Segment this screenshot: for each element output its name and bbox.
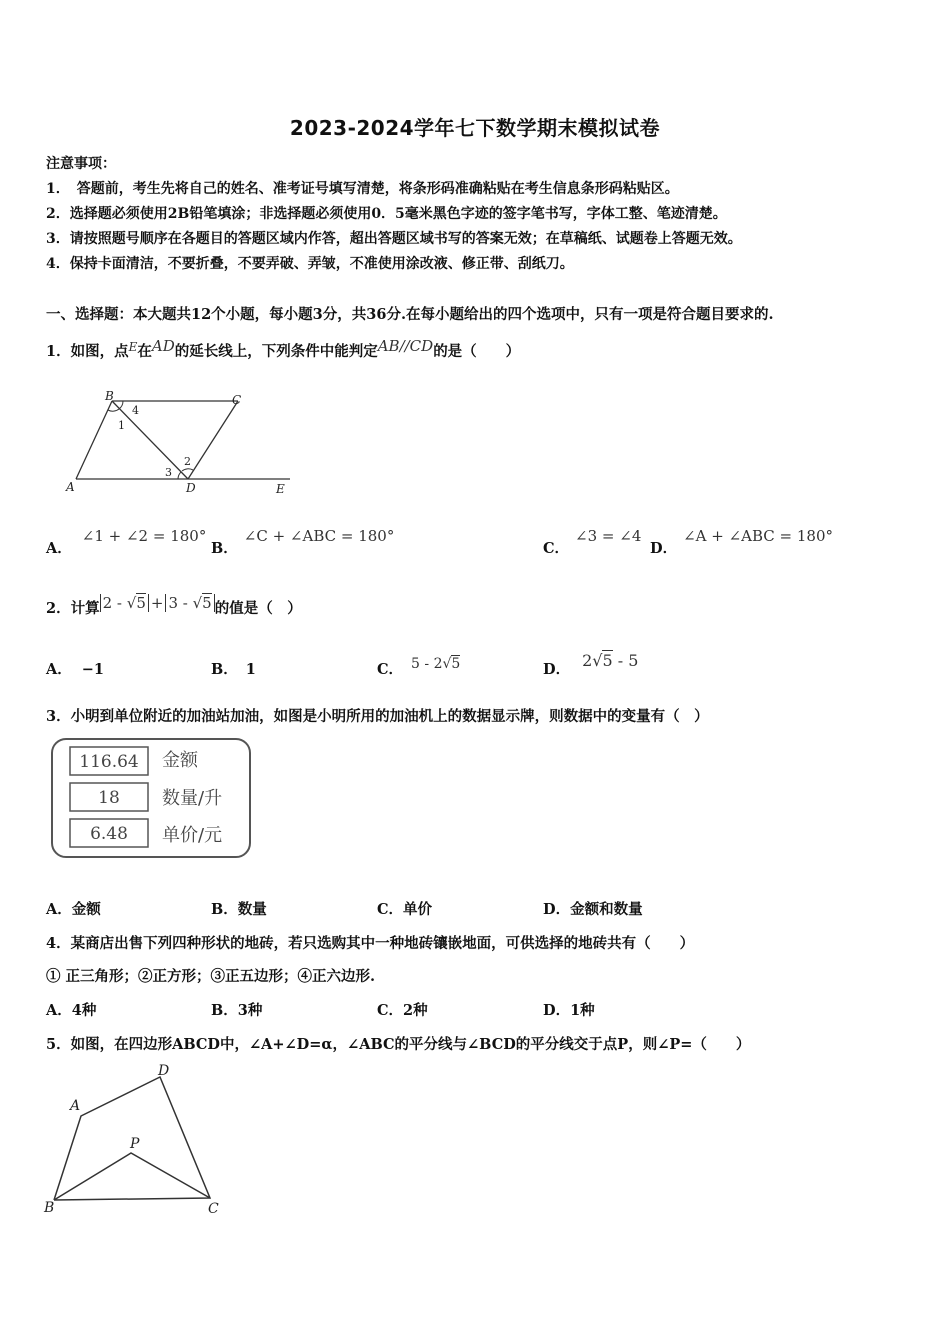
q2-text-2: 的值是（ ） (214, 600, 302, 617)
q1-option-c[interactable] (543, 527, 642, 558)
q4-option-d-value: 1种 (570, 1002, 595, 1019)
q3-option-c-value: 单价 (403, 901, 433, 918)
q2-option-d-value: 2√5 - 5 (582, 651, 639, 670)
q2-option-d-key: D． (543, 661, 571, 678)
q1-text-3: 的延长线上，下列条件中能判定 (174, 343, 378, 360)
q2-abs-2-text: 3 - (168, 594, 188, 612)
q3-label-quantity: 数量/升 (162, 788, 223, 809)
q3-fuel-display (50, 737, 254, 859)
q1-option-c-key: C． (543, 540, 570, 557)
q2-text-1: 2．计算 (46, 600, 100, 617)
q2-option-d[interactable] (543, 651, 639, 679)
q1-arc-4 (119, 401, 123, 409)
notice-item-1: 1． 答题前，考生先将自己的姓名、准考证号填写清楚，将条形码准确粘贴在考生信息条形码粘贴区。 (46, 181, 679, 197)
q2-abs-2: 3 - √5 (165, 594, 214, 612)
q5-label-p: P (130, 1136, 140, 1152)
q2-abs-1-rad: 5 (136, 594, 146, 612)
section-heading: 一、选择题：本大题共12个小题，每小题3分，共36分.在每小题给出的四个选项中，只有一项是符合题目要求的. (46, 306, 774, 323)
q2-abs-2-rad: 5 (202, 594, 212, 612)
q5-figure (38, 1060, 238, 1220)
q3-option-c-key: C． (377, 901, 404, 918)
q1-option-d-key: D． (650, 540, 678, 557)
q1-option-a-key: A． (46, 540, 72, 557)
q1-arc-2 (182, 469, 193, 471)
q4-option-a[interactable] (46, 999, 96, 1020)
q3-label-price: 单价/元 (162, 825, 223, 846)
q3-value-quantity: 18 (98, 788, 120, 808)
q2-option-c-rad: 5 (451, 656, 461, 672)
q3-label-amount: 金额 (162, 750, 198, 771)
q3-option-b-key: B． (211, 901, 238, 918)
q1-text-4: 的是（ ） (433, 343, 521, 360)
q3-option-a-value: 金额 (71, 901, 101, 918)
q3-value-amount: 116.64 (79, 752, 139, 772)
q3-value-price: 6.48 (90, 824, 128, 844)
notice-item-4: 4．保持卡面清洁，不要折叠，不要弄破、弄皱，不准使用涂改液、修正带、刮纸刀。 (46, 256, 574, 272)
q2-option-c-key: C． (377, 661, 404, 678)
q2-abs-1: 2 - √5 (100, 594, 149, 612)
question-1-stem (46, 337, 521, 361)
q4-option-b-value: 3种 (237, 1002, 263, 1019)
q1-option-b-value: ∠C + ∠ABC = 180° (243, 527, 395, 545)
question-5-stem: 5．如图，在四边形ABCD中，∠A+∠D=α，∠ABC的平分线与∠BCD的平分线交于点P，则∠P=（ ） (46, 1036, 751, 1053)
q1-text-2: 在 (137, 343, 152, 360)
q1-option-a-value: ∠1 + ∠2 = 180° (81, 527, 207, 545)
q3-option-b-value: 数量 (237, 901, 267, 918)
notice-heading: 注意事项： (46, 156, 116, 172)
q2-option-c-value: 5 - 2√5 (411, 656, 461, 672)
q2-option-b-value: 1 (245, 661, 256, 678)
q1-angle-4: 4 (132, 404, 139, 417)
q3-option-a[interactable] (46, 898, 101, 919)
q1-option-c-value: ∠3 = ∠4 (575, 527, 642, 545)
question-4-stem: 4．某商店出售下列四种形状的地砖，若只选购其中一种地砖镶嵌地面，可供选择的地砖共有（ ） (46, 935, 695, 952)
q5-label-c: C (208, 1201, 219, 1217)
question-2-stem (46, 594, 302, 618)
q1-figure (60, 388, 300, 498)
q2-option-b[interactable] (211, 658, 256, 679)
q4-option-d-key: D． (543, 1002, 571, 1019)
q4-option-a-value: 4种 (71, 1002, 97, 1019)
q2-option-a-value: −1 (81, 661, 105, 678)
q2-option-a[interactable] (46, 658, 104, 679)
q1-text-1: 1．如图，点 (46, 343, 129, 360)
q1-angle-1: 1 (118, 419, 125, 432)
q5-bisectors (54, 1153, 210, 1200)
question-4-list: ① 正三角形；②正方形；③正五边形；④正六边形. (46, 968, 376, 985)
notice-item-3: 3．请按照题号顺序在各题目的答题区域内作答，超出答题区域书写的答案无效；在草稿纸、试题卷上答题无效。 (46, 231, 742, 247)
q4-option-a-key: A． (46, 1002, 72, 1019)
q2-plus: + (150, 594, 164, 612)
notice-item-2: 2．选择题必须使用2B铅笔填涂；非选择题必须使用0．5毫米黑色字迹的签字笔书写，字体工整、笔迹清楚。 (46, 206, 727, 222)
q2-option-b-key: B． (211, 661, 238, 678)
q1-option-b-key: B． (211, 540, 238, 557)
q1-label-d: D (186, 481, 196, 495)
q1-arc-3 (178, 472, 181, 479)
q1-line-cd (188, 401, 238, 479)
q4-option-b[interactable] (211, 999, 262, 1020)
q1-label-b: B (105, 389, 114, 403)
q4-option-d[interactable] (543, 999, 595, 1020)
q1-point-e: E (128, 340, 138, 354)
q3-option-b[interactable] (211, 898, 267, 919)
q1-parallel-abcd: AB//CD (377, 337, 434, 355)
q3-option-d-value: 金额和数量 (570, 901, 643, 918)
q1-label-e: E (276, 482, 285, 496)
q1-option-a[interactable] (46, 527, 207, 558)
q1-segment-ad: AD (151, 337, 175, 355)
q5-label-d: D (158, 1063, 170, 1079)
q3-option-a-key: A． (46, 901, 72, 918)
q1-line-ba (76, 401, 112, 479)
q2-option-a-key: A． (46, 661, 72, 678)
q1-angle-2: 2 (184, 455, 191, 468)
page-title: 2023-2024学年七下数学期末模拟试卷 (289, 116, 661, 140)
q5-label-b: B (44, 1200, 55, 1216)
q1-line-bd (112, 401, 188, 479)
q1-arc-1 (108, 409, 119, 411)
q1-label-c: C (232, 393, 242, 407)
q1-option-b[interactable] (211, 527, 395, 558)
q3-option-c[interactable] (377, 898, 432, 919)
q4-option-b-key: B． (211, 1002, 238, 1019)
q5-label-a: A (70, 1098, 81, 1114)
q4-option-c[interactable] (377, 999, 428, 1020)
q1-option-d[interactable] (650, 527, 833, 558)
q2-option-c-pre: 5 - 2 (411, 656, 443, 672)
q2-option-c[interactable] (377, 658, 460, 679)
q3-option-d-key: D． (543, 901, 571, 918)
q2-option-d-post: - 5 (612, 651, 639, 670)
q4-option-c-key: C． (377, 1002, 404, 1019)
q2-option-d-rad: 5 (602, 651, 613, 670)
q2-abs-1-text: 2 - (102, 594, 122, 612)
q1-label-a: A (66, 480, 75, 494)
q1-option-d-value: ∠A + ∠ABC = 180° (683, 527, 833, 545)
q2-option-d-pre: 2 (582, 651, 593, 670)
q4-option-c-value: 2种 (403, 1002, 428, 1019)
q3-option-d[interactable] (543, 898, 643, 919)
q1-angle-3: 3 (165, 466, 172, 479)
question-3-stem: 3．小明到单位附近的加油站加油，如图是小明所用的加油机上的数据显示牌，则数据中的变量有（ ） (46, 708, 709, 725)
